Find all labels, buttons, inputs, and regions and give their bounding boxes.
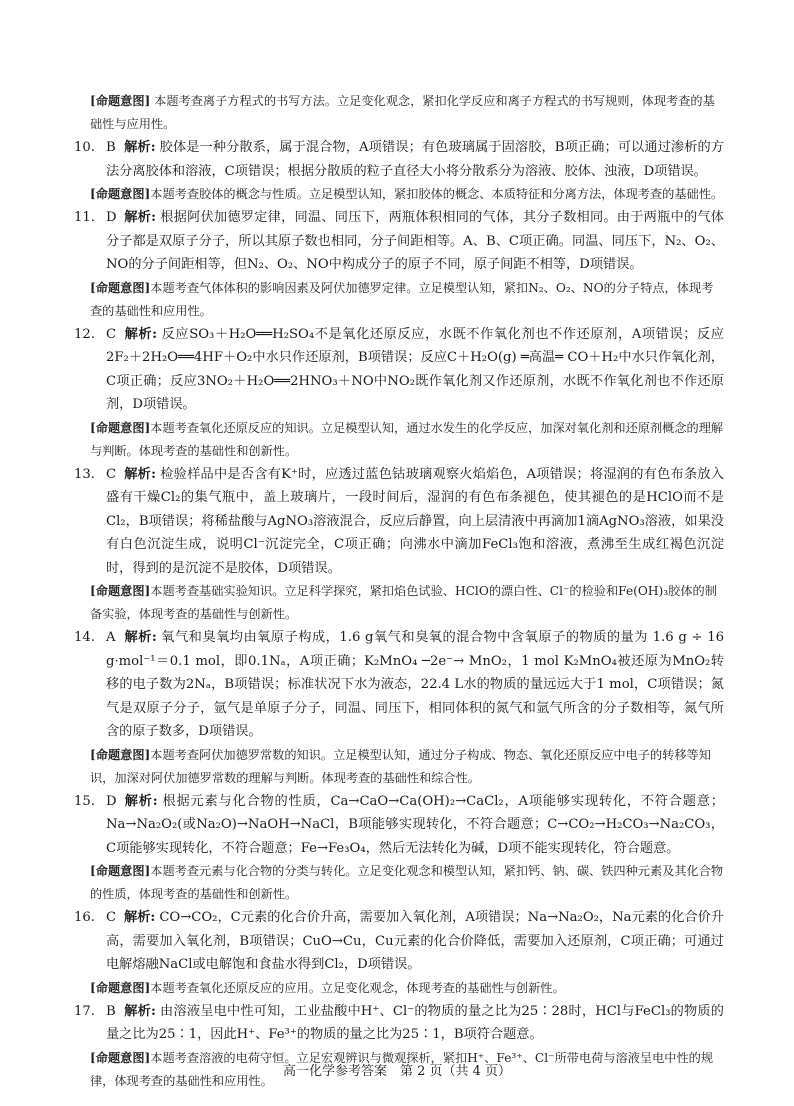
answer-page bbox=[74, 90, 724, 1093]
intent-text: 本题考查阿伏加德罗常数的知识。立足模型认知，通过分子构成、物态、氧化还原反应中电子的转移等知识，加深对阿伏加德罗常数的理解与判断。体现考查的基础性和综合性。 bbox=[90, 747, 711, 785]
page-footer: 高一化学参考答案 第 2 页（共 4 页） bbox=[282, 1064, 512, 1079]
item-number: 16. bbox=[74, 910, 95, 925]
item-answer: B bbox=[106, 1003, 116, 1019]
answer-item bbox=[74, 206, 724, 277]
intent-label: [命题意图] bbox=[90, 280, 151, 295]
answer-item bbox=[74, 136, 724, 183]
item-number: 13. bbox=[74, 466, 95, 482]
intent-label: [命题意图] bbox=[90, 420, 151, 435]
answer-item bbox=[74, 906, 724, 977]
explain-label: 解析: bbox=[124, 326, 158, 342]
explain-label: 解析: bbox=[124, 210, 156, 225]
explain-text: 氧气和臭氧均由氧原子构成，1.6 g氧气和臭氧的混合物中含氧原子的物质的量为 1.6 g ÷ 16 g·mol⁻¹＝0.1 mol，即0.1Nₐ，A项正确；K₂MnO₄ ─2e⁻→ MnO₂，1 mol K₂MnO₄被还原为MnO₂转移的电子数为2Nₐ，B项错误；标准状况下水为液态，22.4 L水的物质的量远远大于1 mol，C项错误；氮气是双原子分子，氩气是单原子分子，同温、同压下，相同体积的氮气和氩气所含的分子数相等，氮气所含的原子数多，D项错误。 bbox=[106, 630, 724, 739]
answer-item bbox=[74, 790, 724, 861]
explain-text: 反应SO₃＋H₂O══H₂SO₄不是氧化还原反应，水既不作氧化剂也不作还原剂，A项错误；反应2F₂＋2H₂O══4HF＋O₂中水只作还原剂，B项错误；反应C＋H₂O(g) ═高温═ CO＋H₂中水只作氧化剂，C项正确；反应3NO₂＋H₂O══2HNO₃＋NO中NO₂既作氧化剂又作还原剂，水既不作氧化剂也不作还原剂，D项错误。 bbox=[106, 326, 724, 412]
explain-label: 解析: bbox=[124, 793, 158, 809]
explain-text: 由溶液呈电中性可知，工业盐酸中H⁺、Cl⁻的物质的量之比为25∶28时，HCl与FeCl₃的物质的量之比为25∶1，因此H⁺、Fe³⁺的物质的量之比为25∶1，B项符合题意。 bbox=[106, 1003, 724, 1042]
explain-label: 解析: bbox=[124, 466, 156, 482]
item-intent bbox=[90, 977, 724, 1000]
explain-label: 解析: bbox=[124, 1003, 156, 1019]
item-number: 11. bbox=[74, 210, 95, 225]
explain-label: 解析: bbox=[124, 910, 156, 925]
intent-label: [命题意图] bbox=[90, 1050, 151, 1065]
item-answer: C bbox=[106, 326, 117, 342]
explain-text: 根据元素与化合物的性质，Ca→CaO→Ca(OH)₂→CaCl₂，A项能够实现转化，不符合题意；Na→Na₂O₂(或Na₂O)→NaOH→NaCl，B项能够实现转化，不符合题意；C→CO₂→H₂CO₃→Na₂CO₃，C项能够实现转化，不符合题意；Fe→Fe₃O₄，然后无法转化为碱，D项不能实现转化，符合题意。 bbox=[106, 793, 724, 856]
explain-text: CO→CO₂，C元素的化合价升高，需要加入氧化剂，A项错误；Na→Na₂O₂，Na元素的化合价升高，需要加入氧化剂，B项错误；CuO→Cu，Cu元素的化合价降低，需要加入还原剂，C项正确；可通过电解熔融NaCl或电解饱和食盐水得到Cl₂，D项错误。 bbox=[106, 910, 724, 972]
item-intent bbox=[90, 744, 724, 790]
intent-label: [命题意图] bbox=[90, 187, 151, 201]
item-number: 10. bbox=[74, 140, 95, 155]
intent-text: 本题考查溶液的电荷守恒。立足宏观辨识与微观探析，紧扣H⁺、Fe³⁺、Cl⁻所带电荷与溶液呈电中性的规律，体现考查的基础性和应用性。 bbox=[90, 1050, 714, 1088]
item-answer: C bbox=[106, 910, 117, 925]
intent-text: 本题考查气体体积的影响因素及阿伏加德罗定律。立足模型认知，紧扣N₂、O₂、NO的分子特点，体现考查的基础性和应用性。 bbox=[90, 280, 714, 318]
intent-label: [命题意图] bbox=[90, 980, 151, 995]
item-answer: D bbox=[106, 210, 117, 225]
intent-text: 本题考查离子方程式的书写方法。立足变化观念，紧扣化学反应和离子方程式的书写规则，体现考查的基础性与应用性。 bbox=[90, 94, 715, 131]
item-number: 12. bbox=[74, 326, 95, 342]
item-intent bbox=[90, 277, 724, 323]
item-number: 17. bbox=[74, 1003, 95, 1019]
intent-text: 本题考查元素与化合物的分类与转化。立足变化观念和模型认知，紧扣钙、钠、碳、铁四种元素及其化合物的性质，体现考查的基础性和创新性。 bbox=[90, 864, 724, 901]
answer-item bbox=[74, 626, 724, 744]
item-intent bbox=[90, 580, 724, 626]
intro-intent bbox=[90, 90, 724, 136]
intent-label: [命题意图] bbox=[90, 584, 151, 598]
answer-item bbox=[74, 1000, 724, 1047]
intent-text: 本题考查胶体的概念与性质。立足模型认知，紧扣胶体的概念、本质特征和分离方法，体现考查的基础性。 bbox=[150, 187, 724, 201]
explain-text: 根据阿伏加德罗定律，同温、同压下，两瓶体积相同的气体，其分子数相同。由于两瓶中的气体分子都是双原子分子，所以其原子数也相同，分子间距相等。A、B、C项正确。同温、同压下，N₂、O₂、NO的分子间距相等，但N₂、O₂、NO中构成分子的原子不同，原子间距不相等，D项错误。 bbox=[106, 210, 724, 272]
item-answer: C bbox=[106, 466, 117, 482]
intent-text: 本题考查氧化还原反应的应用。立足变化观念，体现考查的基础性与创新性。 bbox=[150, 980, 565, 995]
intent-label: [命题意图] bbox=[90, 94, 151, 108]
answer-item bbox=[74, 323, 724, 417]
explain-label: 解析: bbox=[124, 630, 157, 645]
item-number: 14. bbox=[74, 630, 95, 645]
intent-label: [命题意图] bbox=[90, 747, 151, 762]
item-intent bbox=[90, 417, 724, 463]
answer-item bbox=[74, 463, 724, 581]
item-intent bbox=[90, 183, 724, 206]
intent-label: [命题意图] bbox=[90, 864, 151, 878]
intent-text: 本题考查基础实验知识。立足科学探究，紧扣焰色试验、HClO的漂白性、Cl⁻的检验和Fe(OH)₃胶体的制备实验，体现考查的基础性与创新性。 bbox=[90, 584, 717, 621]
item-answer: B bbox=[106, 140, 116, 155]
item-intent bbox=[90, 860, 724, 906]
item-answer: A bbox=[106, 630, 116, 645]
explain-label: 解析: bbox=[124, 140, 156, 155]
explain-text: 检验样品中是否含有K⁺时，应透过蓝色钴玻璃观察火焰焰色，A项错误；将湿润的有色布条放入盛有干燥Cl₂的集气瓶中，盖上玻璃片，一段时间后，湿润的有色布条褪色，使其褪色的是HClO而不是Cl₂，B项错误；将稀盐酸与AgNO₃溶液混合，反应后静置，向上层清液中再滴加1滴AgNO₃溶液，如果没有白色沉淀生成，说明Cl⁻沉淀完全，C项正确；向沸水中滴加FeCl₃饱和溶液，煮沸至生成红褐色沉淀时，得到的是沉淀不是胶体，D项错误。 bbox=[106, 466, 724, 576]
intent-text: 本题考查氧化还原反应的知识。立足模型认知，通过水发生的化学反应，加深对氧化剂和还原剂概念的理解与判断。体现考查的基础性和创新性。 bbox=[90, 420, 724, 458]
explain-text: 胶体是一种分散系，属于混合物，A项错误；有色玻璃属于固溶胶，B项正确；可以通过渗析的方法分离胶体和溶液，C项错误；根据分散质的粒子直径大小将分散系分为溶液、胶体、浊液，D项错误。 bbox=[106, 140, 724, 179]
item-number: 15. bbox=[74, 793, 95, 809]
item-answer: D bbox=[106, 793, 117, 809]
answer-items bbox=[74, 136, 724, 1093]
